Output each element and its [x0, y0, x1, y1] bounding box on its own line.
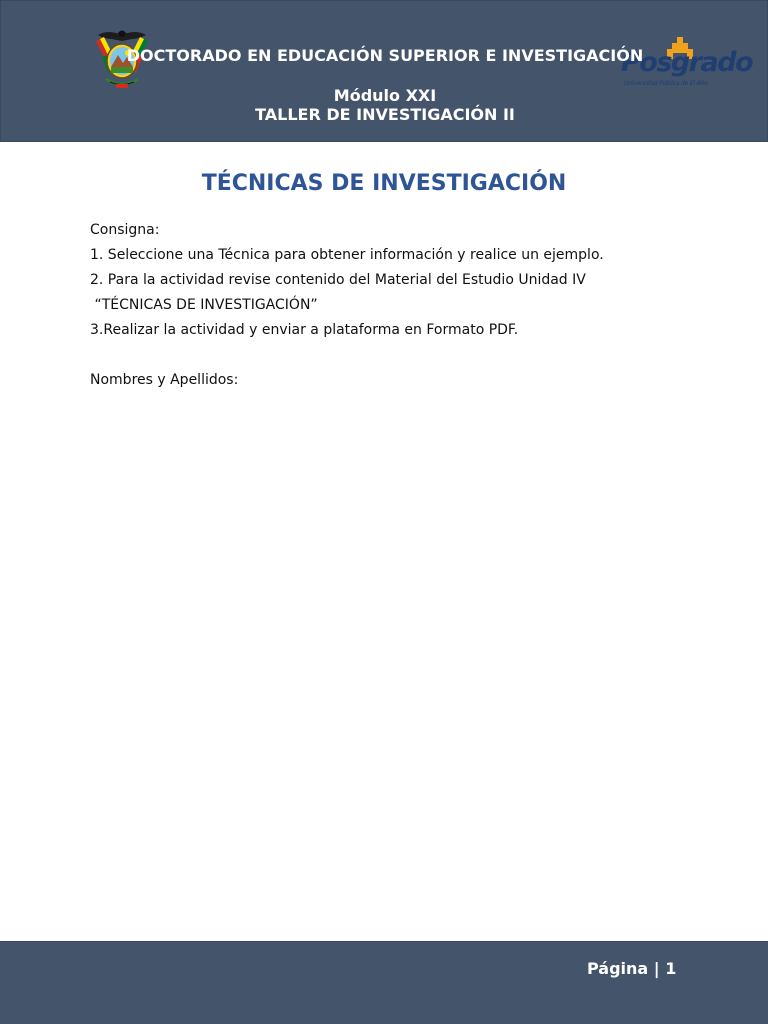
program-title: DOCTORADO EN EDUCACIÓN SUPERIOR E INVESTIGACIÓN [126, 46, 644, 65]
module-label: Módulo XXI [333, 86, 437, 105]
names-label: Nombres y Apellidos: [90, 372, 239, 388]
course-title: TALLER DE INVESTIGACIÓN II [255, 105, 515, 124]
page-header [0, 0, 768, 142]
instruction-item: “TÉCNICAS DE INVESTIGACIÓN” [90, 297, 318, 313]
instructions-section [90, 220, 710, 395]
page-number: Página | 1 [587, 959, 677, 978]
instruction-item: 3.Realizar la actividad y enviar a plataforma en Formato PDF. [90, 322, 519, 338]
posgrado-wordmark: Posgrado [621, 47, 753, 78]
spacer [90, 345, 710, 370]
document-title: TÉCNICAS DE INVESTIGACIÓN [201, 171, 567, 196]
page-footer [0, 941, 768, 1024]
instruction-item: 2. Para la actividad revise contenido del Material del Estudio Unidad IV [90, 272, 586, 288]
consigna-label: Consigna: [90, 222, 160, 238]
posgrado-subtitle: Universidad Pública de El Alto [624, 80, 708, 87]
instruction-item: 1. Seleccione una Técnica para obtener información y realice un ejemplo. [90, 247, 604, 263]
